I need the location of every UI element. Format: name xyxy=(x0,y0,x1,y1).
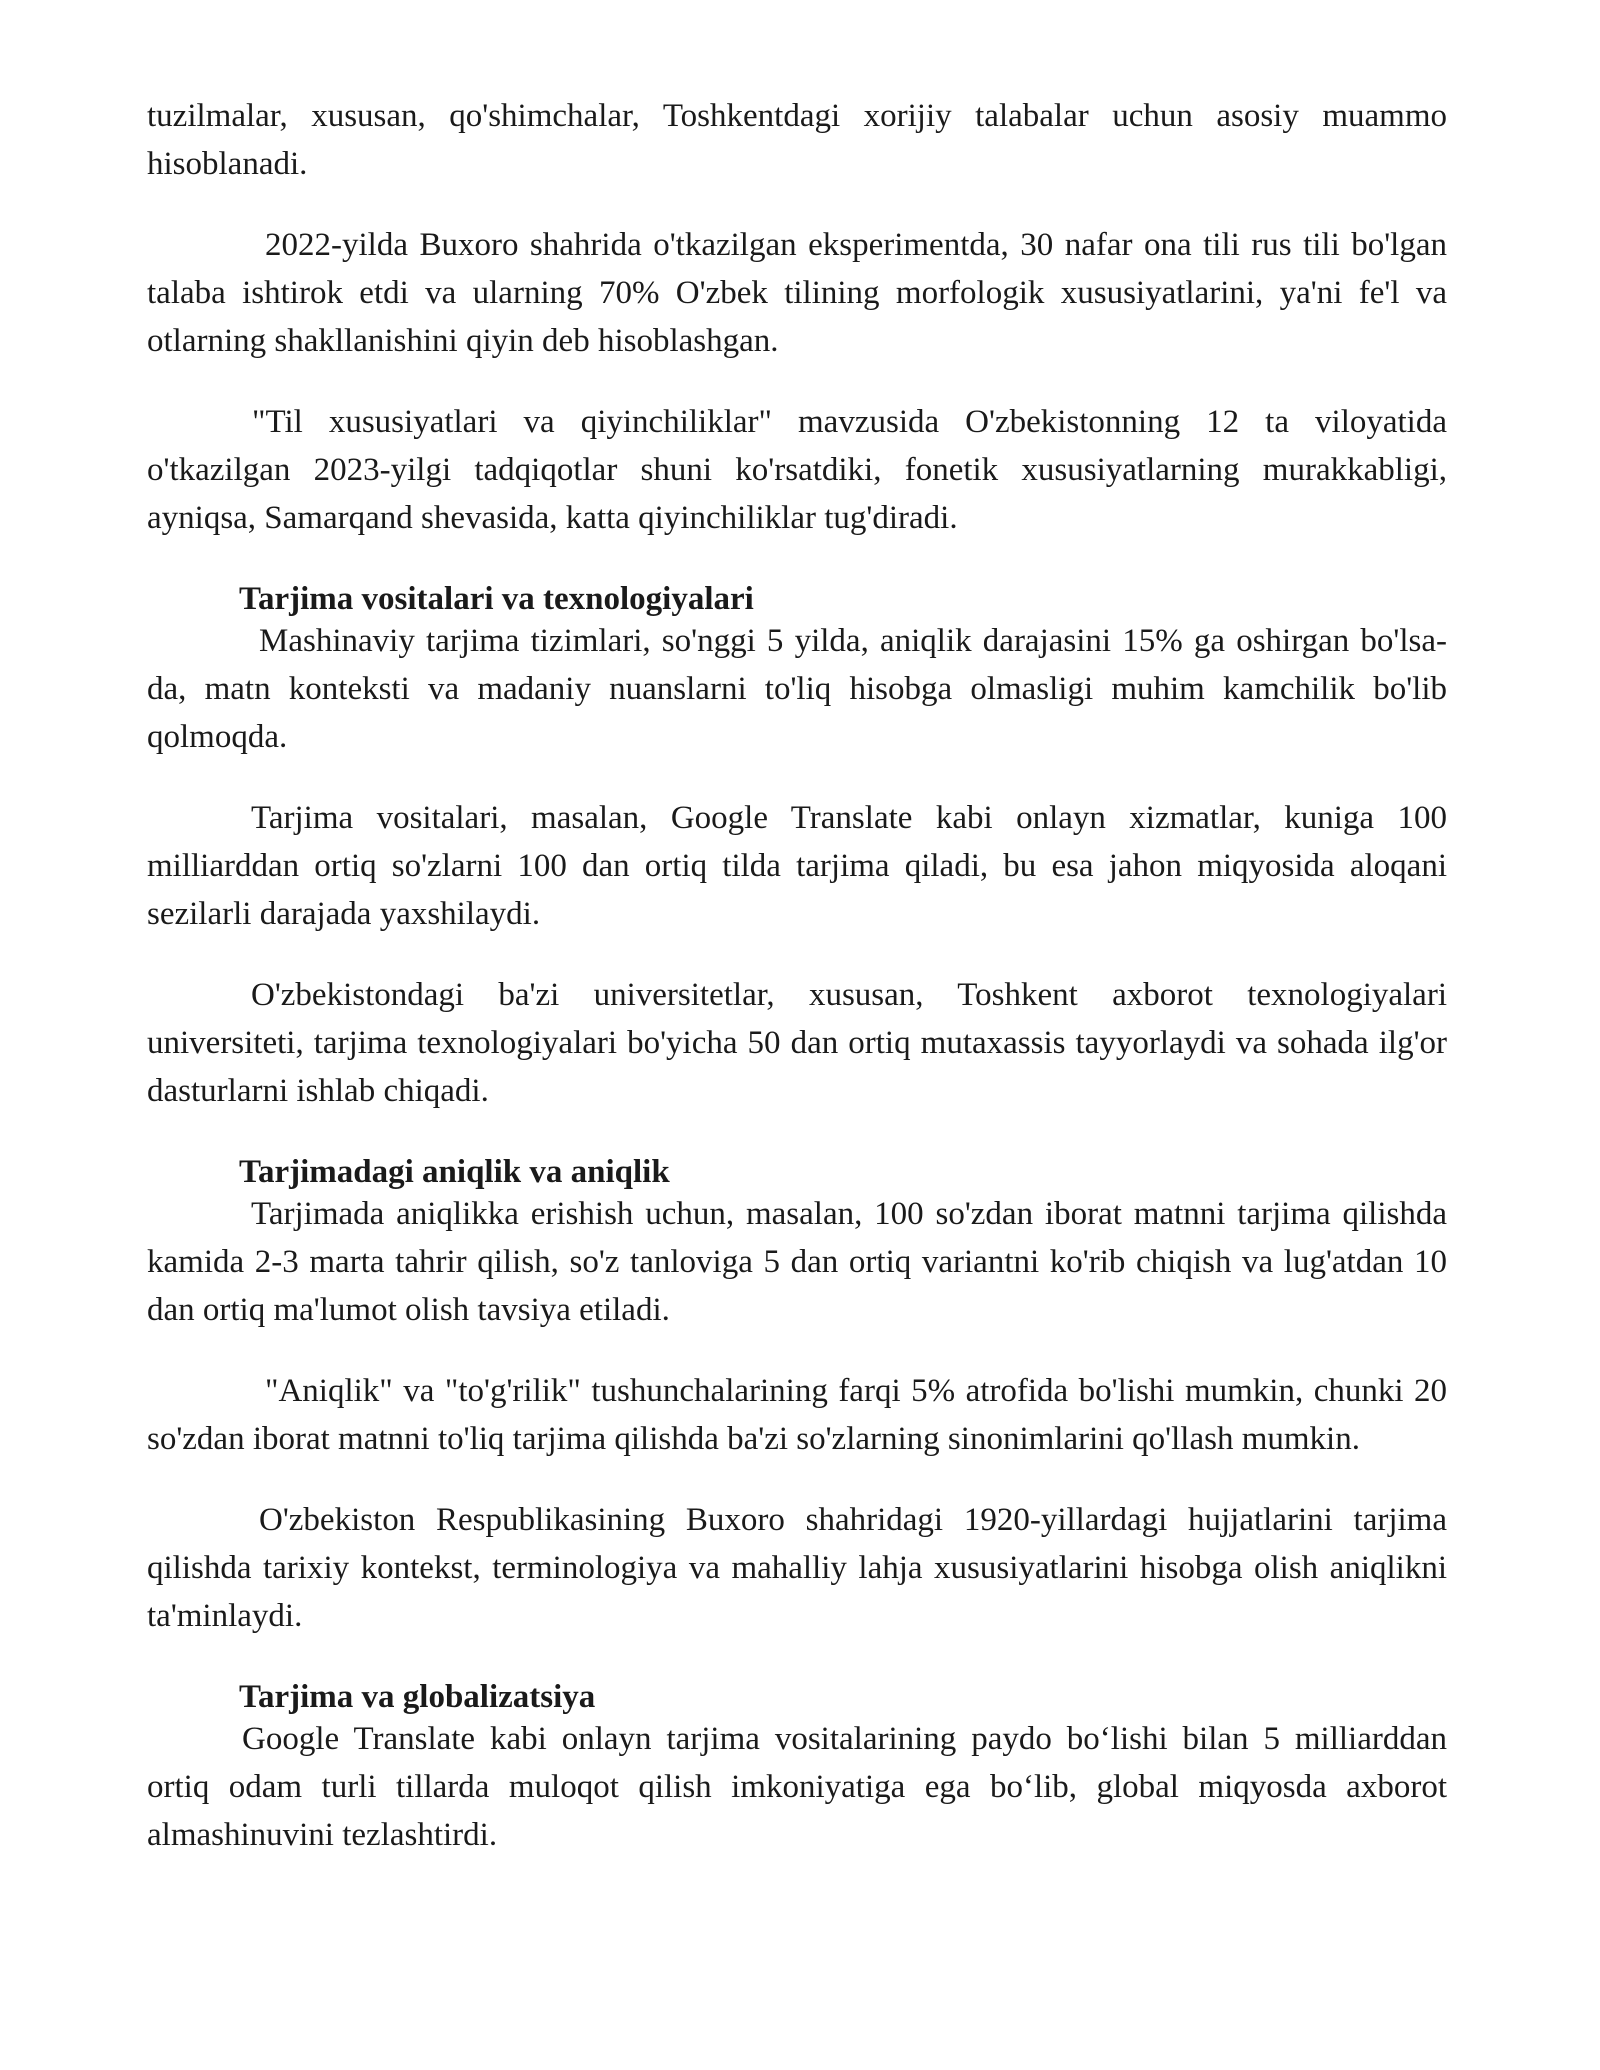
paragraph: Google Translate kabi onlayn tarjima vositalarining paydo bo‘lishi bilan 5 milliarddan ortiq odam turli tillarda muloqot qilish imkoniyatiga ega bo‘lib, global miqyosda axborot almashinuvini tezlashtirdi. xyxy=(147,1721,1447,1853)
paragraph: O'zbekiston Respublikasining Buxoro shahridagi 1920-yillardagi hujjatlarini tarjima qilishda tarixiy kontekst, terminologiya va mahalliy lahja xususiyatlarini hisobga olish aniqlikni ta'minlaydi. xyxy=(147,1502,1447,1634)
paragraph: Tarjimada aniqlikka erishish uchun, masalan, 100 so'zdan iborat matnni tarjima qilishda kamida 2-3 marta tahrir qilish, so'z tanloviga 5 dan ortiq variantni ko'rib chiqish va lug'atdan 10 dan ortiq ma'lumot olish tavsiya etiladi. xyxy=(147,1196,1447,1328)
paragraph: O'zbekistondagi ba'zi universitetlar, xususan, Toshkent axborot texnologiyalari universiteti, tarjima texnologiyalari bo'yicha 50 dan ortiq mutaxassis tayyorlaydi va sohada ilg'or dasturlarni ishlab chiqadi. xyxy=(147,977,1447,1109)
paragraph: Tarjima vositalari, masalan, Google Translate kabi onlayn xizmatlar, kuniga 100 milliarddan ortiq so'zlarni 100 dan ortiq tilda tarjima qiladi, bu esa jahon miqyosida aloqani sezilarli darajada yaxshilaydi. xyxy=(147,800,1447,932)
paragraph: tuzilmalar, xususan, qo'shimchalar, Toshkentdagi xorijiy talabalar uchun asosiy muammo hisoblanadi. xyxy=(147,98,1447,182)
document-page xyxy=(147,92,1447,1892)
section-heading: Tarjimadagi aniqlik va aniqlik xyxy=(239,1154,670,1190)
paragraph: "Aniqlik" va "to'g'rilik" tushunchalarining farqi 5% atrofida bo'lishi mumkin, chunki 20 so'zdan iborat matnni to'liq tarjima qilishda ba'zi so'zlarning sinonimlarini qo'llash mumkin. xyxy=(147,1373,1447,1457)
section-heading: Tarjima va globalizatsiya xyxy=(239,1679,596,1715)
paragraph: 2022-yilda Buxoro shahrida o'tkazilgan eksperimentda, 30 nafar ona tili rus tili bo'lgan talaba ishtirok etdi va ularning 70% O'zbek tilining morfologik xususiyatlarini, ya'ni fe'l va otlarning shakllanishini qiyin deb hisoblashgan. xyxy=(147,227,1447,359)
section-heading: Tarjima vositalari va texnologiyalari xyxy=(239,581,754,617)
paragraph: "Til xususiyatlari va qiyinchiliklar" mavzusida O'zbekistonning 12 ta viloyatida o'tkazilgan 2023-yilgi tadqiqotlar shuni ko'rsatdiki, fonetik xususiyatlarning murakkabligi, ayniqsa, Samarqand shevasida, katta qiyinchiliklar tug'diradi. xyxy=(147,404,1447,536)
paragraph: Mashinaviy tarjima tizimlari, so'nggi 5 yilda, aniqlik darajasini 15% ga oshirgan bo'lsa-da, matn konteksti va madaniy nuanslarni to'liq hisobga olmasligi muhim kamchilik bo'lib qolmoqda. xyxy=(147,623,1447,755)
